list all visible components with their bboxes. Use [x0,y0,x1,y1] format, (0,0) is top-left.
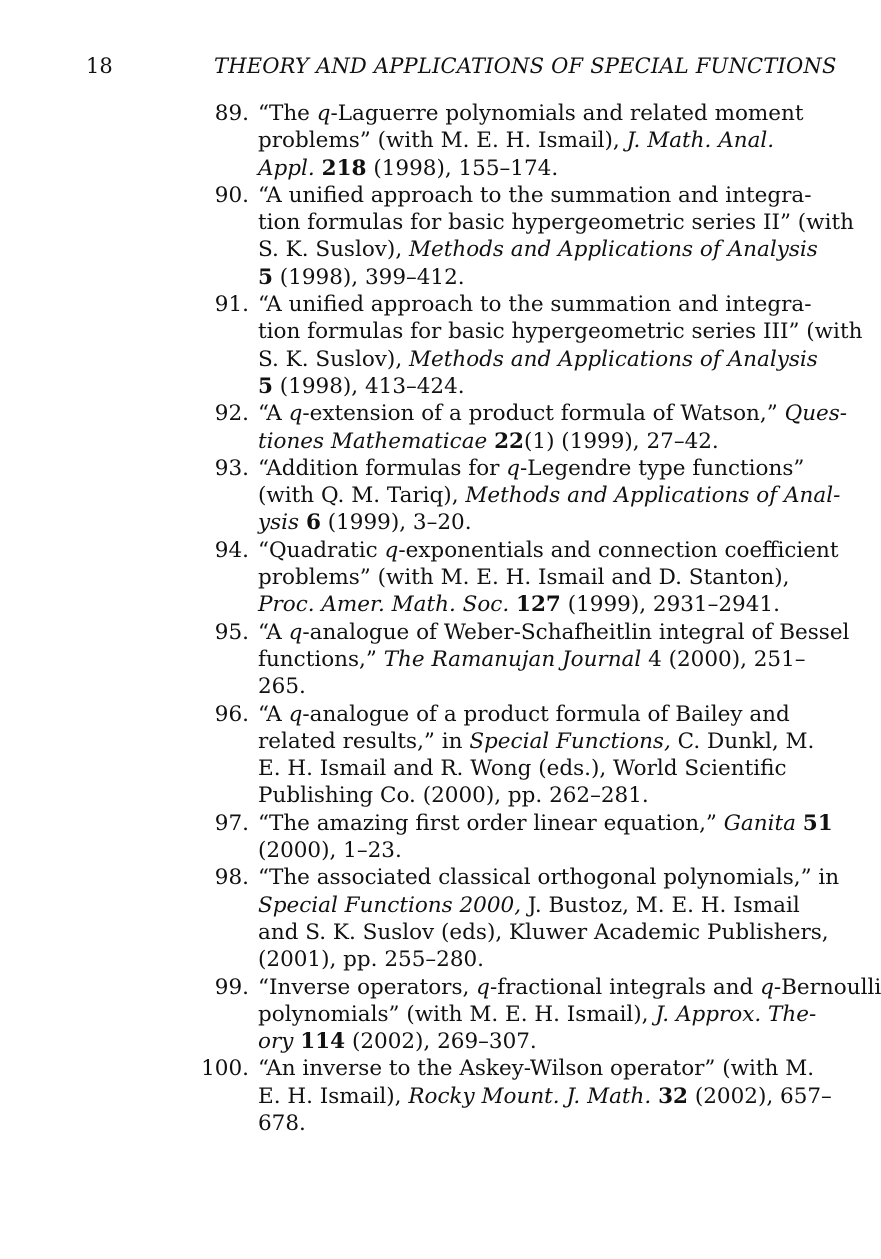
reference-text [258,455,841,537]
italic-text: Proc. Amer. Math. Soc. [258,592,510,618]
text-run: Publishing Co. (2000), pp. 262–281. [258,783,649,809]
reference-number: 98. [214,865,249,891]
text-run: (1999), 2931–2941. [560,592,780,618]
reference-line [258,673,770,700]
reference-number: 92. [214,401,249,427]
reference-line [258,591,780,618]
text-run: (1999), 3–20. [320,510,472,536]
reference-line [258,1055,815,1082]
text-run: “A [258,701,289,727]
text-run: “The associated classical orthogonal polynomials,” in [258,865,840,891]
reference-text [258,1055,832,1137]
text-run [796,811,803,836]
reference-text [258,619,850,701]
text-run: tion formulas for basic hypergeometric series III” (with [258,319,863,345]
reference-item [200,100,804,182]
text-run: 265. [258,674,306,700]
text-run: (2002), 269–307. [345,1029,537,1055]
reference-number: 100. [201,1056,249,1082]
reference-item [200,701,815,810]
italic-text: q [288,619,303,645]
text-run: (1998), 399–412. [272,264,465,290]
italic-text: J. Approx. The- [655,1001,817,1027]
reference-number: 97. [214,810,249,836]
reference-line [258,755,787,782]
reference-text [258,400,848,455]
text-run: J. Bustoz, M. E. H. Ismail [521,892,800,918]
reference-item [200,974,881,1056]
text-run: related results,” in [258,728,470,754]
reference-number: 94. [214,537,249,563]
text-run: (1) (1999), 27–42. [524,428,719,454]
reference-line [258,864,840,891]
reference-line [258,127,775,154]
reference-number: 99. [214,974,249,1000]
reference-text [258,291,863,400]
text-run: C. Dunkl, M. [670,728,815,754]
italic-text: q [384,537,399,563]
reference-text [258,537,839,619]
bold-volume: 22 [494,428,525,454]
reference-line [258,1001,817,1028]
text-run: -Bernoulli [773,974,881,1000]
italic-text: ysis [258,510,300,536]
reference-line [258,537,839,564]
reference-line [258,291,812,318]
reference-line [258,810,833,837]
reference-item [200,810,833,865]
text-run: “The [258,101,317,126]
reference-line [258,974,881,1001]
bold-volume: 51 [802,810,833,836]
bold-volume: 5 [258,373,273,399]
reference-line [258,646,806,673]
page-number: 18 [86,54,113,78]
reference-item [200,1055,832,1137]
italic-text: q [288,701,303,727]
italic-text: Special Functions 2000, [258,892,522,918]
reference-item [200,619,850,701]
text-run [509,592,516,617]
text-run: (1998), 413–424. [272,373,465,399]
reference-list [200,100,881,1137]
bold-volume: 32 [658,1083,689,1109]
text-run: S. K. Suslov), [258,346,409,372]
reference-line [258,209,854,236]
reference-line [258,346,818,373]
text-run: “A [258,401,289,427]
reference-line [258,837,770,864]
reference-line [258,455,805,482]
reference-line [258,428,770,455]
italic-text: Special Functions, [469,728,671,754]
reference-line [258,318,863,345]
reference-item [200,400,848,455]
text-run: problems” (with M. E. H. Ismail and D. Stanton), [258,565,790,591]
italic-text: Ques- [784,401,848,427]
text-run: problems” (with M. E. H. Ismail), [258,128,627,154]
reference-line [258,782,770,809]
text-run: S. K. Suslov), [258,237,409,263]
text-run: (2001), pp. 255–280. [258,947,485,973]
text-run: “Quadratic [258,537,385,563]
reference-item [200,182,854,291]
reference-line [258,509,770,536]
text-run: functions,” [258,646,384,672]
text-run: -Legendre type functions” [520,455,805,481]
italic-text: Methods and Applications of Analysis [409,237,818,263]
reference-item [200,537,839,619]
reference-line [258,619,850,646]
reference-line [258,1110,770,1137]
reference-line [258,919,829,946]
reference-text [258,701,815,810]
italic-text: q [288,401,303,427]
reference-line [258,482,841,509]
reference-line [258,373,770,400]
italic-text: q [760,974,774,1000]
reference-line [258,236,818,263]
italic-text: The Ramanujan Journal [383,646,642,672]
text-run: (2000), 1–23. [258,838,402,864]
reference-text [258,864,840,973]
reference-text [258,100,804,182]
reference-number: 95. [214,619,249,645]
text-run [315,156,322,181]
italic-text: tiones Mathematicae [258,428,488,454]
reference-line [258,155,770,182]
reference-line [258,400,848,427]
text-run: -Laguerre polynomials and related moment [330,101,804,126]
text-run: (with Q. M. Tariq), [258,483,466,509]
reference-item [200,864,840,973]
text-run: “A unified approach to the summation and integra- [258,292,812,318]
italic-text: Ganita [723,810,796,836]
text-run: 4 (2000), 251– [641,646,806,672]
italic-text: q [316,101,331,126]
italic-text: Methods and Applications of Analysis [409,346,818,372]
reference-line [258,564,790,591]
text-run: 678. [258,1110,306,1136]
reference-line [258,1083,832,1110]
text-run: -analogue of Weber-Schafheitlin integral of Bessel [302,619,850,645]
text-run [299,510,306,535]
text-run: “The amazing first order linear equation,” [258,810,724,836]
bold-volume: 5 [258,264,273,290]
italic-text: Appl. [258,155,315,181]
reference-item [200,455,841,537]
reference-text [258,182,854,291]
italic-text: ory [258,1029,294,1055]
text-run: “Addition formulas for [258,455,507,481]
text-run: and S. K. Suslov (eds), Kluwer Academic Publishers, [258,919,829,945]
text-run: “Inverse operators, [258,974,477,1000]
reference-line [258,1028,770,1055]
reference-text [258,974,881,1056]
reference-number: 93. [214,455,249,481]
text-run: (1998), 155–174. [366,155,559,181]
text-run: E. H. Ismail), [258,1083,409,1109]
reference-number: 89. [214,101,249,126]
reference-line [258,728,815,755]
reference-line [258,701,790,728]
bold-volume: 114 [300,1029,346,1055]
text-run: “An inverse to the Askey-Wilson operator” (with M. [258,1056,815,1082]
reference-item [200,291,863,400]
text-run: -analogue of a product formula of Bailey and [302,701,790,727]
reference-line [258,946,770,973]
text-run: E. H. Ismail and R. Wong (eds.), World Scientific [258,756,787,782]
reference-number: 91. [214,292,249,318]
bold-volume: 218 [321,155,367,181]
text-run: tion formulas for basic hypergeometric series II” (with [258,210,854,236]
reference-number: 90. [214,182,249,208]
reference-line [258,100,804,127]
italic-text: Rocky Mount. J. Math. [408,1083,652,1109]
text-run: “A [258,619,289,645]
text-run: -extension of a product formula of Watson,” [302,401,785,427]
reference-line [258,892,800,919]
text-run: -exponentials and connection coefficient [398,537,839,563]
italic-text: q [476,974,490,1000]
reference-text [258,810,833,865]
italic-text: Methods and Applications of Anal- [465,483,841,509]
bold-volume: 6 [305,510,321,536]
reference-line [258,264,770,291]
text-run: polynomials” (with M. E. H. Ismail), [258,1001,656,1027]
running-title: THEORY AND APPLICATIONS OF SPECIAL FUNCTIONS [214,54,837,78]
reference-number: 96. [214,701,249,727]
text-run: -fractional integrals and [489,974,761,1000]
italic-text: J. Math. Anal. [626,128,775,154]
reference-line [258,182,812,209]
text-run: (2002), 657– [688,1083,832,1109]
bold-volume: 127 [516,592,561,618]
italic-text: q [506,455,521,481]
text-run: “A unified approach to the summation and integra- [258,182,812,208]
